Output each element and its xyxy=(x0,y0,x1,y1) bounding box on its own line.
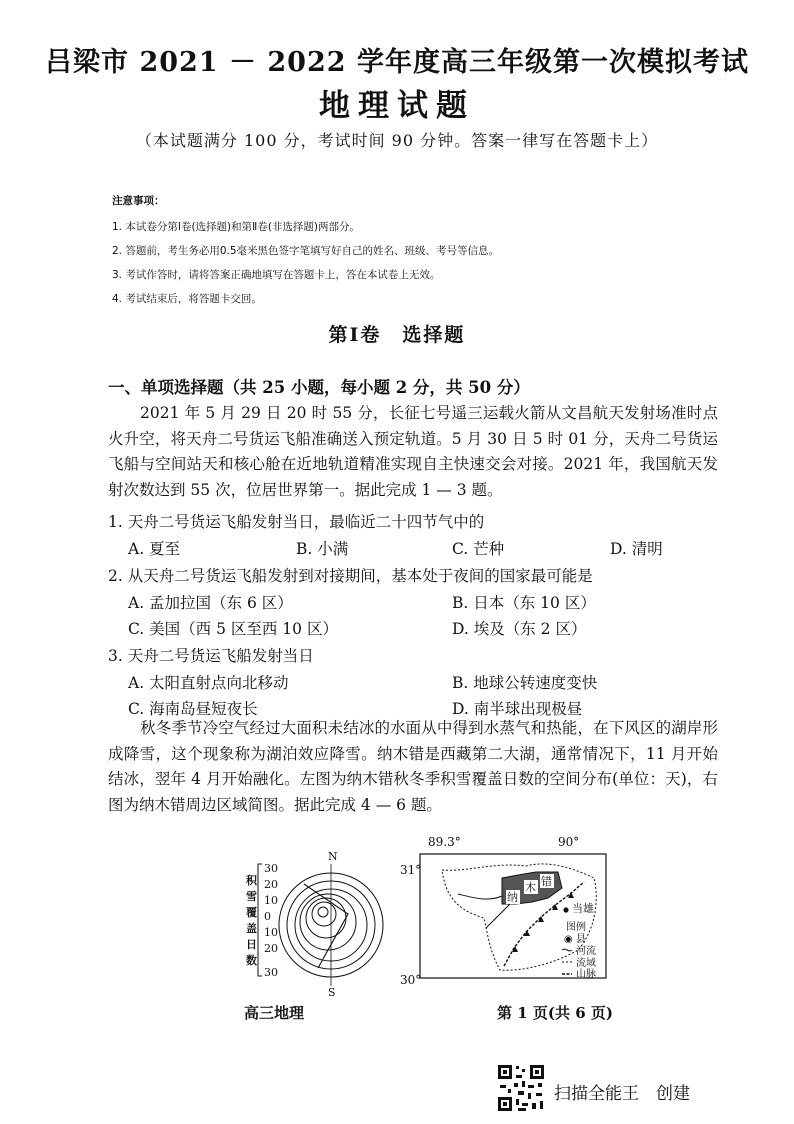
mountain-tick xyxy=(524,930,530,936)
question-1-option-b: B. 小满 xyxy=(296,540,349,558)
ring-inner xyxy=(318,907,328,917)
lake-label-char: 错 xyxy=(541,875,552,888)
legend-item-river: 河流 xyxy=(576,946,596,957)
ring xyxy=(306,898,346,938)
axis-label-char: 日 xyxy=(246,938,257,951)
south-label: S xyxy=(328,986,336,999)
county-label: 当雄 xyxy=(572,902,594,915)
namtso-map xyxy=(398,832,620,990)
subject-title: 地理试题 xyxy=(319,88,475,124)
scale-tick: 0 xyxy=(264,910,271,923)
latitude-bottom: 30° xyxy=(400,973,422,987)
passage-2-text: 秋冬季节冷空气经过大面积未结冰的水面从中得到水蒸气和热能，在下风区的湖岸形成降雪，这个现象称为湖泊效应降雪。纳木错是西藏第二大湖，通常情况下，11 月开始结冰，翌年 4 月开始融化。左图为纳木错秋冬季积雪覆盖日数的空间分布(单位：天)，右图为纳木错周边区域简图。据此完成 4 — 6 题。 xyxy=(108,719,718,814)
note-item: 4. 考试结束后，将答题卡交回。 xyxy=(112,293,262,305)
question-3-option-d: D. 南半球出现极昼 xyxy=(452,700,583,718)
river xyxy=(458,894,502,899)
passage-2 xyxy=(108,716,718,818)
question-3-option-c: C. 海南岛昼短夜长 xyxy=(128,700,258,718)
question-3-option-b: B. 地球公转速度变快 xyxy=(452,674,598,692)
question-1-option-a: A. 夏至 xyxy=(128,540,181,558)
notes-block xyxy=(112,193,712,316)
watermark-text: 扫描全能王 创建 xyxy=(554,1084,690,1104)
passage-1-text: 2021 年 5 月 29 日 20 时 55 分，长征七号遥三运载火箭从文昌航天发射场准时点火升空，将天舟二号货运飞船准确送入预定轨道。5 月 30 日 5 时 01 分，天舟二号货运飞船与空间站天和核心舱在近地轨道精准实现自主快速交会对接。2021 年，我国航天发射次数达到 55 次，位居世界第一。据此完成 1 — 3 题。 xyxy=(108,404,718,499)
legend-title: 图例 xyxy=(566,922,586,933)
scale-tick: 30 xyxy=(264,966,278,979)
question-2-option-c: C. 美国（西 5 区至西 10 区） xyxy=(128,620,338,638)
scale-tick: 20 xyxy=(264,878,278,891)
question-1-stem: 1. 天舟二号货运飞船发射当日，最临近二十四节气中的 xyxy=(108,513,485,531)
question-2-option-d: D. 埃及（东 2 区） xyxy=(452,620,587,638)
legend-item-mountain: 山脉 xyxy=(576,969,596,980)
scale-tick: 20 xyxy=(264,942,278,955)
note-item: 2. 答题前，考生务必用0.5毫米黑色签字笔填写好自己的姓名、班级、考号等信息。 xyxy=(112,245,500,257)
axis-label-char: 积 xyxy=(246,874,257,887)
lake-label-char: 木 xyxy=(525,881,536,894)
footer-left: 高三地理 xyxy=(244,1004,305,1022)
question-2-option-b: B. 日本（东 10 区） xyxy=(452,594,596,612)
axis-label-char: 雪 xyxy=(246,890,257,903)
note-item: 3. 考试作答时，请将答案正确地填写在答题卡上，答在本试卷上无效。 xyxy=(112,269,441,281)
question-3-stem: 3. 天舟二号货运飞船发射当日 xyxy=(108,647,314,665)
river xyxy=(486,904,510,928)
question-3-option-a: A. 太阳直射点向北移动 xyxy=(128,674,289,692)
axis-label-char: 盖 xyxy=(246,922,257,935)
legend-item-basin: 流域 xyxy=(576,958,596,969)
exam-title: 吕梁市 2021 － 2022 学年度高三年级第一次模拟考试 xyxy=(45,47,749,78)
scanner-watermark xyxy=(496,1063,746,1119)
section-title: 第Ⅰ卷 选择题 xyxy=(328,324,466,346)
qr-code-icon xyxy=(496,1063,546,1113)
notes-heading: 注意事项： xyxy=(112,195,165,207)
longitude-right: 90° xyxy=(558,835,580,849)
question-2-option-a: A. 孟加拉国（东 6 区） xyxy=(128,594,293,612)
passage-1 xyxy=(108,401,718,503)
scale-bracket xyxy=(258,864,262,976)
question-1-option-d: D. 清明 xyxy=(610,540,663,558)
footer-right: 第 1 页(共 6 页) xyxy=(497,1004,613,1022)
snow-cover-figure xyxy=(236,850,386,1000)
longitude-left: 89.3° xyxy=(428,835,461,849)
lake-label-char: 纳 xyxy=(507,891,518,904)
ring xyxy=(312,902,336,926)
note-item: 1. 本试卷分第Ⅰ卷(选择题)和第Ⅱ卷(非选择题)两部分。 xyxy=(112,221,361,233)
legend-river-icon xyxy=(562,949,572,951)
question-2-stem: 2. 从天舟二号货运飞船发射到对接期间，基本处于夜间的国家最可能是 xyxy=(108,567,593,585)
north-label: N xyxy=(328,850,338,863)
legend-item-county: ◉ 县 xyxy=(564,934,586,945)
part-heading: 一、单项选择题（共 25 小题，每小题 2 分，共 50 分） xyxy=(108,378,530,397)
axis-label-char: 覆 xyxy=(246,906,257,919)
scale-tick: 10 xyxy=(264,894,278,907)
exam-subtitle: （本试题满分 100 分，考试时间 90 分钟。答案一律写在答题卡上） xyxy=(135,131,659,150)
question-1-option-c: C. 芒种 xyxy=(452,540,505,558)
county-dot xyxy=(563,907,568,912)
scale-tick: 10 xyxy=(264,926,278,939)
latitude-top: 31° xyxy=(400,863,422,877)
axis-label-char: 数 xyxy=(246,954,257,967)
scale-tick: 30 xyxy=(264,862,278,875)
